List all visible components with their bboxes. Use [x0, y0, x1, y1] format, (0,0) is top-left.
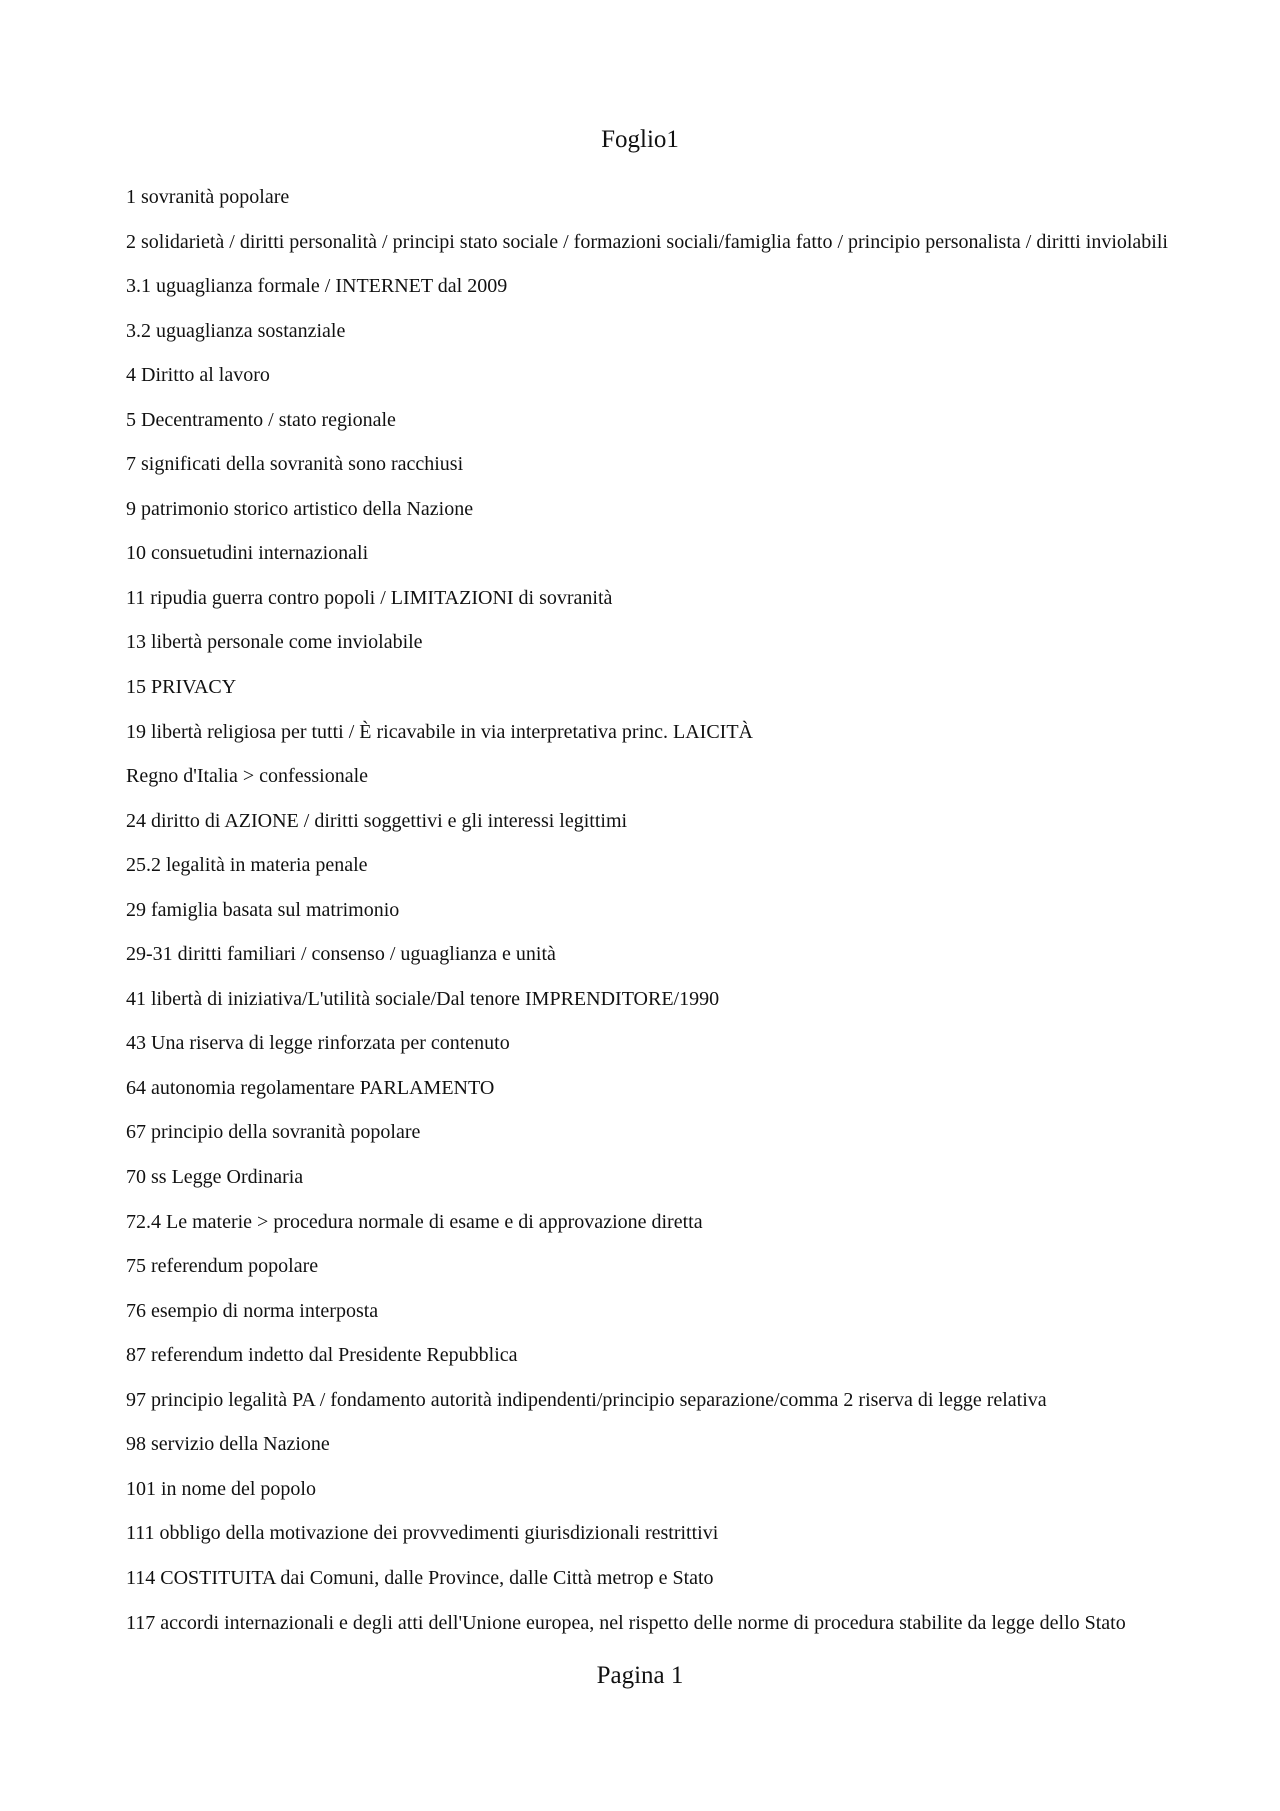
content-row: 64 autonomia regolamentare PARLAMENTO: [126, 1076, 495, 1099]
content-row: 19 libertà religiosa per tutti / È ricavabile in via interpretativa princ. LAICITÀ: [126, 720, 754, 743]
content-row: 4 Diritto al lavoro: [126, 364, 270, 387]
content-row: 5 Decentramento / stato regionale: [126, 408, 396, 431]
content-row: 25.2 legalità in materia penale: [126, 854, 368, 877]
content-row: 76 esempio di norma interposta: [126, 1299, 379, 1322]
content-row: 98 servizio della Nazione: [126, 1433, 330, 1456]
content-row: 2 solidarietà / diritti personalità / principi stato sociale / formazioni sociali/famiglia fatto / principio personalista / diritti inviolabili: [126, 230, 1168, 253]
content-row: 72.4 Le materie > procedura normale di esame e di approvazione diretta: [126, 1210, 703, 1233]
content-row: 111 obbligo della motivazione dei provvedimenti giurisdizionali restrittivi: [126, 1522, 719, 1545]
content-row: 1 sovranità popolare: [126, 186, 290, 208]
content-row: 9 patrimonio storico artistico della Nazione: [126, 497, 474, 520]
content-row: 114 COSTITUITA dai Comuni, dalle Province, dalle Città metrop e Stato: [126, 1566, 714, 1589]
content-row: 117 accordi internazionali e degli atti dell'Unione europea, nel rispetto delle norme di procedura stabilite da legge dello Stato: [126, 1611, 1126, 1634]
page-number-footer: Pagina 1: [596, 1662, 684, 1689]
content-row: 24 diritto di AZIONE / diritti soggettivi e gli interessi legittimi: [126, 809, 628, 832]
content-row: 29 famiglia basata sul matrimonio: [126, 898, 400, 921]
content-row: 11 ripudia guerra contro popoli / LIMITAZIONI di sovranità: [126, 586, 613, 609]
content-row: 10 consuetudini internazionali: [126, 542, 369, 565]
content-row: 101 in nome del popolo: [126, 1477, 316, 1500]
content-row: 13 libertà personale come inviolabile: [126, 631, 423, 654]
content-row: 67 principio della sovranità popolare: [126, 1121, 421, 1144]
content-row: 3.2 uguaglianza sostanziale: [126, 319, 346, 342]
content-row: 87 referendum indetto dal Presidente Repubblica: [126, 1344, 518, 1367]
content-row: 29-31 diritti familiari / consenso / uguaglianza e unità: [126, 943, 556, 966]
content-row: 97 principio legalità PA / fondamento autorità indipendenti/principio separazione/comma 2 riserva di legge relativa: [126, 1388, 1047, 1411]
content-row: 15 PRIVACY: [126, 676, 237, 699]
content-row: 43 Una riserva di legge rinforzata per contenuto: [126, 1032, 510, 1055]
content-row: 75 referendum popolare: [126, 1255, 319, 1278]
content-rows: [126, 177, 1266, 1647]
content-row: Regno d'Italia > confessionale: [126, 765, 369, 788]
content-row: 7 significati della sovranità sono racchiusi: [126, 453, 464, 476]
content-row: 70 ss Legge Ordinaria: [126, 1166, 304, 1189]
content-row: 41 libertà di iniziativa/L'utilità sociale/Dal tenore IMPRENDITORE/1990: [126, 987, 720, 1010]
sheet-title: Foglio1: [601, 126, 679, 153]
content-row: 3.1 uguaglianza formale / INTERNET dal 2009: [126, 275, 508, 298]
